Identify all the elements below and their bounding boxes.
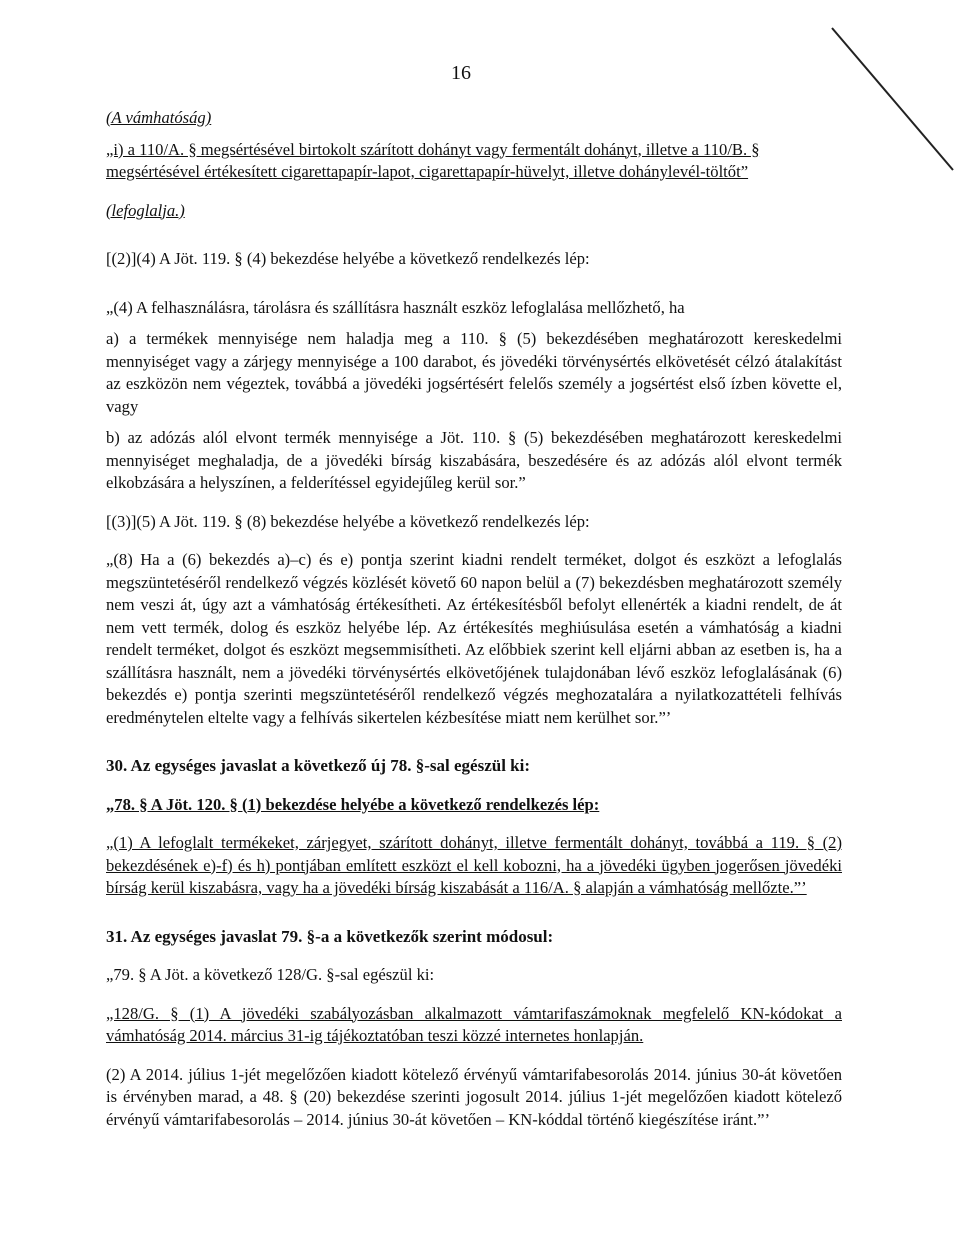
amendment-intro-5: [(3)](5) A Jöt. 119. § (8) bekezdése helyébe a következő rendelkezés lép: <box>106 511 590 531</box>
quoted-paragraph-8: „(8) Ha a (6) bekezdés a)–c) és e) pontja szerint kiadni rendelt terméket, dolgot és eszközt a lefoglalás megszüntetéséről rendelkező végzés közlését követő 60 napon belül a (7) bekezdésben meghatározott személy nem veszi át, úgy azt a vámhatóság értékesítheti. Az értékesítésből befolyt ellenérték a kiadni rendelt, de át nem vett termék, dolog és eszköz helyébe lép. Az értékesítés meghiúsulása esetén a vámhatóság a kiadni rendelt terméket, dolgot és eszközt megsemmisítheti. Az előbbiek szerint kell eljárni abban az esetben is, ha a szállításra használt, nem a jövedéki törvénysértés elkövetőjének tulajdonában lévő eszköz lefoglalásának (6) bekezdés e) pontja szerinti megszüntetéséről rendelkező végzés meghozatalára a nyilatkozattételi felhívás eredménytelen eltelte vagy a felhívás sikertelen kézbesítése miatt nem kerülhet sor.”’ <box>106 550 842 727</box>
section-79-intro: „79. § A Jöt. a következő 128/G. §-sal egészül ki: <box>106 965 435 984</box>
point-a: a) a termékek mennyisége nem haladja meg a 110. § (5) bekezdésében meghatározott kereskedelmi mennyiséget vagy a zárjegy mennyisége a 100 darabot, és jövedéki törvénysértés elkövetését célzó átalakítást az eszközön nem végeztek, továbbá a jövedéki jogsértésért felelős személy a jogsértést első ízben követte el, vagy <box>106 329 842 416</box>
heading-30: 30. Az egységes javaslat a következő új 78. §-sal egészül ki: <box>106 756 531 775</box>
quoted-paragraph-1: „(1) A lefoglalt termékeket, zárjegyet, szárított dohányt, illetve fermentált dohányt, továbbá a 119. § (2) bekezdésének e)-f) és h) pontjában említett eszközt el kell kobozni, ha a jövedéki ügyben jogerősen jövedéki bírság kerül kiszabásra, vagy ha a jövedéki bírság kiszabását a 116/A. § alapján a vámhatóság mellőzte.”’ <box>106 833 842 897</box>
quoted-paragraph-4: „(4) A felhasználásra, tárolásra és szállításra használt eszköz lefoglalása mellőzhető, ha <box>106 297 685 317</box>
section-128g-1: „128/G. § (1) A jövedéki szabályozásban alkalmazott vámtarifaszámoknak megfelelő KN-kódokat a vámhatóság 2014. március 31-ig tájékoztatóban teszi közzé internetes honlapján. <box>106 1003 842 1045</box>
page-number: 16 <box>451 62 471 84</box>
point-b: b) az adózás alól elvont termék mennyisége a Jöt. 110. § (5) bekezdésében meghatározott kereskedelmi mennyiséget meghaladja, de a jövedéki bírság kiszabására, beszedésére és az adózás alól elvont termék elkobzására a helyszínen, a felderítéssel egyidejűleg kerül sor.” <box>106 428 842 492</box>
bracket-note: (lefoglalja.) <box>106 200 185 220</box>
amendment-intro-4: [(2)](4) A Jöt. 119. § (4) bekezdése helyébe a következő rendelkezés lép: <box>106 249 590 268</box>
section-128g-2: (2) A 2014. július 1-jét megelőzően kiadott kötelező érvényű vámtarifabesorolás 2014. június 30-át követően is érvényben marad, a 48. § (20) bekezdése szerinti jogosult 2014. július 1-jét megelőzően kiadott kötelező érvényű vámtarifabesorolás – 2014. június 30-át követően – KN-kóddal történő kiegészítése iránt.”’ <box>106 1064 842 1129</box>
section-title: (A vámhatóság) <box>106 108 212 127</box>
new-section-78: „78. § A Jöt. 120. § (1) bekezdése helyébe a következő rendelkezés lép: <box>106 794 600 814</box>
heading-31: 31. Az egységes javaslat 79. §-a a következők szerint módosul: <box>106 926 554 946</box>
document-body <box>106 107 842 1131</box>
amendment-point-i: „i) a 110/A. § megsértésével birtokolt szárított dohányt vagy fermentált dohányt, illetve a 110/B. § megsértésével értékesített cigarettapapír-lapot, cigarettapapír-hüvelyt, illetve dohánylevél-töltőt” <box>106 139 760 181</box>
